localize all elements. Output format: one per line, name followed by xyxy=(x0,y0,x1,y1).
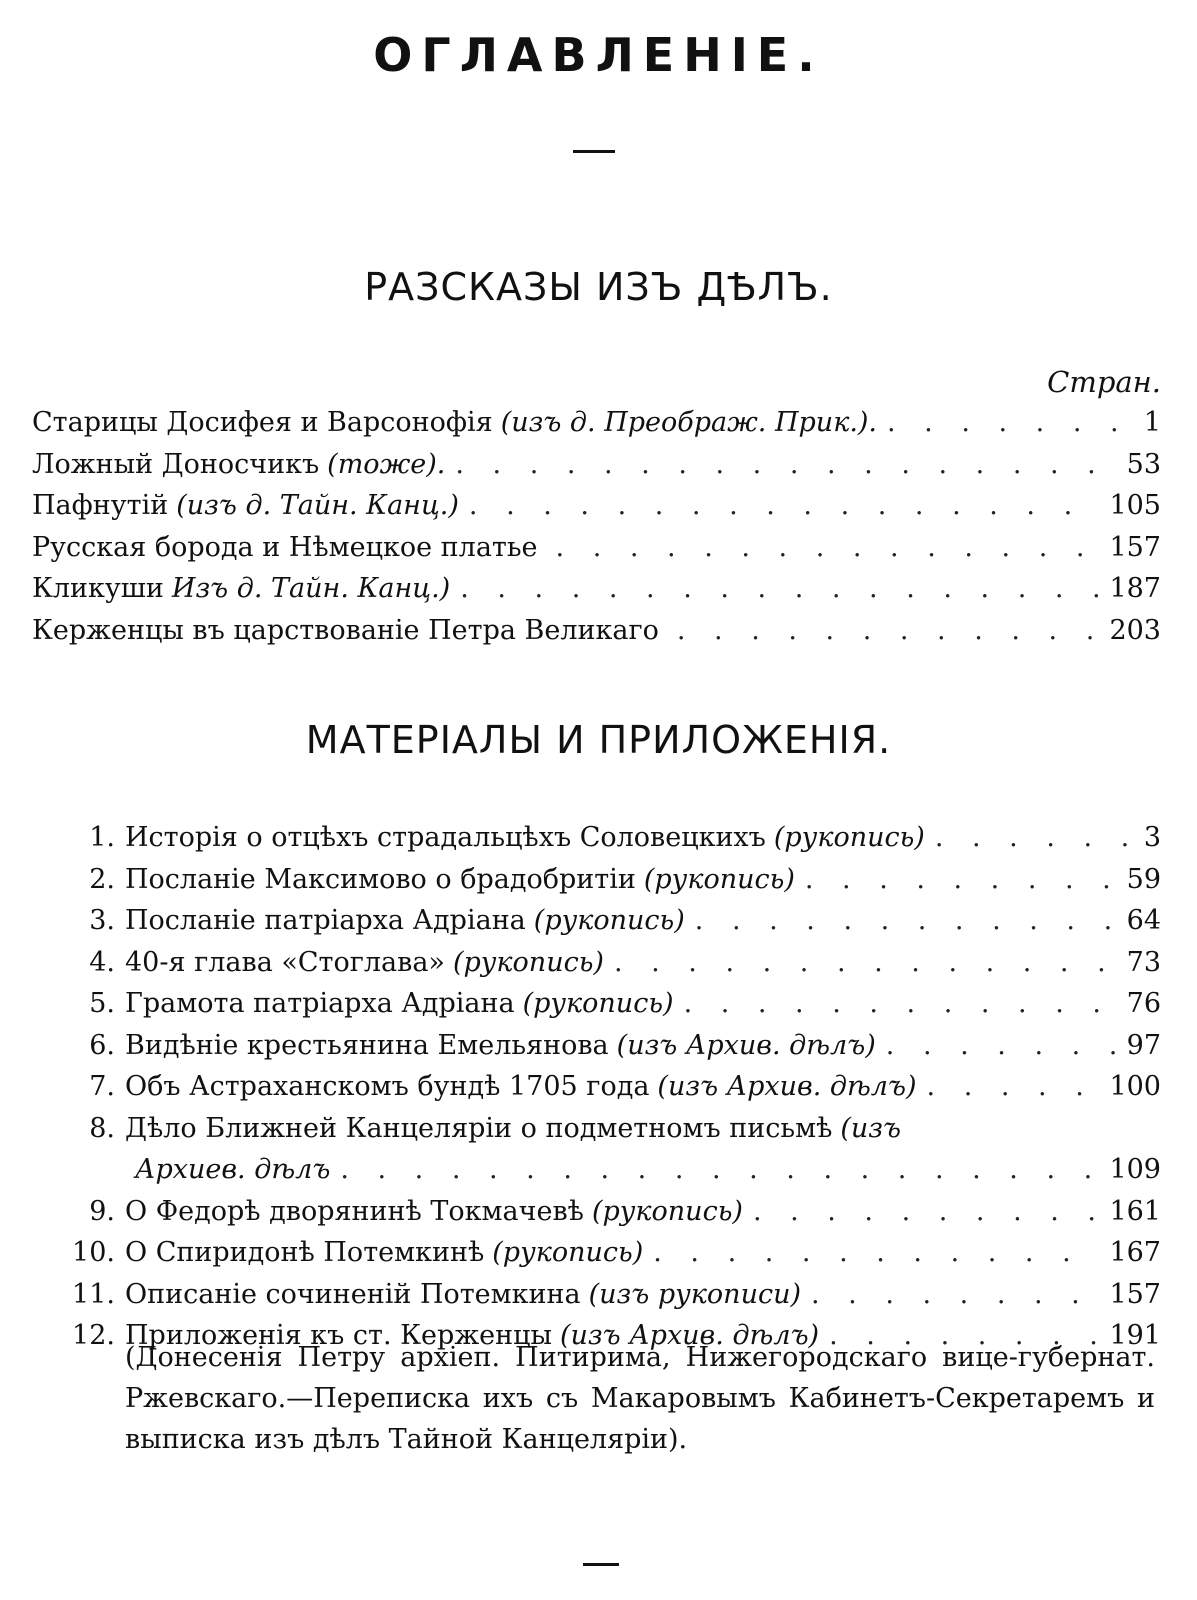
entry-title: Посланіе патріарха Адріана xyxy=(125,905,526,936)
entry-title: Русская борода и Нѣмецкое платье xyxy=(32,531,538,563)
entry-page: 161 xyxy=(1109,1195,1161,1227)
entry-source: (рукопись) xyxy=(492,1237,644,1268)
dot-leader xyxy=(684,983,1117,1025)
toc-entry xyxy=(0,610,1197,652)
toc-entry xyxy=(0,568,1197,610)
entry-number: 1. xyxy=(89,822,115,853)
stories-list xyxy=(0,402,1197,651)
page-column-label: Стран. xyxy=(1047,365,1161,399)
end-divider xyxy=(583,1563,619,1566)
toc-entry xyxy=(0,527,1197,569)
dot-leader xyxy=(811,1274,1099,1316)
entry-title: Грамота патріарха Адріана xyxy=(125,988,515,1019)
entry-title: Описаніе сочиненій Потемкина xyxy=(125,1278,581,1310)
entry-number: 9. xyxy=(89,1195,115,1227)
dot-leader xyxy=(935,817,1134,859)
entry-page: 97 xyxy=(1126,1029,1161,1061)
entry-page: 1 xyxy=(1143,407,1161,438)
entry-title: Исторія о отцѣхъ страдальцѣхъ Соловецкихъ xyxy=(125,822,766,853)
entry-number: 10. xyxy=(72,1237,115,1268)
dot-leader xyxy=(677,610,1100,652)
dot-leader xyxy=(460,568,1099,610)
entry-source: (изъ Архив. дѣлъ) xyxy=(657,1071,917,1102)
dot-leader xyxy=(556,527,1100,569)
entry-page: 105 xyxy=(1109,490,1161,521)
dot-leader xyxy=(886,1025,1117,1067)
dot-leader xyxy=(695,900,1117,942)
entry-number: 3. xyxy=(89,905,115,936)
dot-leader xyxy=(805,859,1117,901)
entry-page: 109 xyxy=(1109,1154,1161,1185)
entry-number: 8. xyxy=(89,1112,115,1144)
entry-page: 157 xyxy=(1109,1278,1161,1310)
dot-leader xyxy=(927,1066,1100,1108)
entry-number: 6. xyxy=(89,1029,115,1061)
entry-source: (рукопись) xyxy=(773,822,925,853)
entry-page: 167 xyxy=(1109,1237,1161,1268)
entry-number: 7. xyxy=(89,1071,115,1102)
toc-entry xyxy=(0,1274,1197,1316)
entry-source: Архиев. дѣлъ xyxy=(135,1154,331,1185)
entry-page: 59 xyxy=(1126,863,1161,895)
entry-title: Посланіе Максимово о брадобритіи xyxy=(125,863,636,895)
title-divider xyxy=(573,150,615,153)
entry-title: Старицы Досифея и Варсонофія xyxy=(32,407,493,438)
toc-entry-continuation xyxy=(0,1149,1197,1191)
entry-title: О Спиридонѣ Потемкинѣ xyxy=(125,1237,485,1268)
dot-leader xyxy=(887,402,1134,444)
entry-number: 5. xyxy=(89,988,115,1019)
page-title: ОГЛАВЛЕНІЕ. xyxy=(373,28,824,82)
entry-source: (изъ д. Преображ. Прик.). xyxy=(500,407,878,438)
entry-source: (изъ Архив. дѣлъ) xyxy=(559,1320,820,1351)
entry-title: Объ Астраханскомъ бундѣ 1705 года xyxy=(125,1071,650,1102)
toc-entry xyxy=(0,1108,1197,1150)
toc-entry xyxy=(0,402,1197,444)
entry-page: 187 xyxy=(1109,573,1161,604)
entry-source: (изъ Архив. дѣлъ) xyxy=(616,1029,876,1061)
entry-title: Керженцы въ царствованіе Петра Великаго xyxy=(32,614,659,646)
section-heading-materials: МАТЕРІАЛЫ И ПРИЛОЖЕНІЯ. xyxy=(305,718,892,762)
entry-source: (изъ xyxy=(840,1112,902,1144)
entry-page: 203 xyxy=(1109,614,1161,646)
entry-source: (рукопись) xyxy=(591,1195,743,1227)
entry-title: Видѣніе крестьянина Емельянова xyxy=(125,1029,609,1061)
entry-page: 3 xyxy=(1143,822,1161,853)
entry-number: 11. xyxy=(72,1278,115,1310)
entry-title: Кликуши xyxy=(32,573,164,604)
entry-page: 64 xyxy=(1126,905,1161,936)
entry-source: (тоже). xyxy=(327,448,446,480)
toc-entry xyxy=(0,485,1197,527)
entry-page: 100 xyxy=(1109,1071,1161,1102)
entry-source: (рукопись) xyxy=(533,905,685,936)
toc-entry xyxy=(0,1025,1197,1067)
entry-source: (рукопись) xyxy=(522,988,674,1019)
section-heading-stories: РАЗСКАЗЫ ИЗЪ ДѢЛЪ. xyxy=(364,265,833,309)
entry-source: (рукопись) xyxy=(643,863,795,895)
entry-page: 73 xyxy=(1126,946,1161,978)
entry-number: 4. xyxy=(89,946,115,978)
dot-leader xyxy=(469,485,1100,527)
dot-leader xyxy=(653,1232,1099,1274)
entry-page: 53 xyxy=(1126,448,1161,480)
entry-title: Дѣло Ближней Канцеляріи о подметномъ письмѣ xyxy=(125,1112,833,1144)
toc-entry xyxy=(0,1232,1197,1274)
entry-page: 76 xyxy=(1126,988,1161,1019)
toc-entry xyxy=(0,444,1197,486)
entry-page: 191 xyxy=(1109,1320,1161,1351)
dot-leader xyxy=(753,1191,1100,1233)
entry-title: 40-я глава «Стоглава» xyxy=(125,946,445,978)
entry-title: О Федорѣ дворянинѣ Токмачевѣ xyxy=(125,1195,584,1227)
toc-entry xyxy=(0,983,1197,1025)
entry-number: 12. xyxy=(72,1320,115,1351)
toc-entry xyxy=(0,817,1197,859)
dot-leader xyxy=(455,444,1116,486)
materials-list xyxy=(0,817,1197,1357)
appendix-note: (Донесенія Петру архіеп. Питирима, Нижегородскаго вице-губернат. Ржевскаго.—Переписка ихъ съ Макаровымъ Кабинетъ-Секретаремъ и выписка изъ дѣлъ Тайной Канцеляріи). xyxy=(125,1342,1155,1455)
dot-leader xyxy=(340,1149,1099,1191)
dot-leader xyxy=(614,942,1117,984)
entry-source: (изъ рукописи) xyxy=(588,1278,801,1310)
toc-entry xyxy=(0,1066,1197,1108)
toc-entry xyxy=(0,942,1197,984)
toc-entry xyxy=(0,859,1197,901)
entry-source: (изъ д. Тайн. Канц.) xyxy=(176,490,459,521)
entry-number: 2. xyxy=(89,863,115,895)
entry-page: 157 xyxy=(1109,531,1161,563)
toc-entry xyxy=(0,900,1197,942)
entry-source: (рукопись) xyxy=(452,946,604,978)
entry-source: Изъ д. Тайн. Канц.) xyxy=(171,573,451,604)
entry-title: Ложный Доносчикъ xyxy=(32,448,320,480)
toc-entry xyxy=(0,1191,1197,1233)
entry-title: Пафнутій xyxy=(32,490,169,521)
entry-title: Приложенія къ ст. Керженцы xyxy=(125,1320,552,1351)
